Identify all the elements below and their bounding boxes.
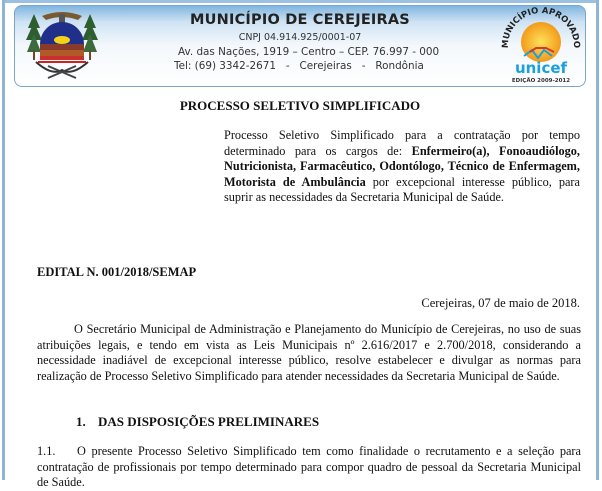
page-top-border (2, 0, 599, 3)
preamble-paragraph: O Secretário Municipal de Administração e Planejamento do Município de Cerejeiras, no uso de suas atribuições legais, e tendo em vista as Leis Municipais nº 2.616/2017 e 2.700/2018, considerando a necessidade inadiável de excepcional interesse público, resolve estabelecer e divulgar as normas para realização de Processo Seletivo Simplificado para atender necessidades da Secretaria Municipal de Saúde. (37, 322, 581, 383)
address-line: Av. das Nações, 1919 – Centro – CEP. 76.997 - 000 (178, 46, 440, 58)
phone-city-state-line: Tel: (69) 3342-2671 - Cerejeiras - Rondônia (174, 60, 424, 72)
section-heading (76, 414, 319, 430)
page-left-border (2, 0, 5, 480)
date-line: Cerejeiras, 07 de maio de 2018. (421, 296, 580, 310)
page-right-border (596, 0, 599, 480)
summary-outro: por excepcional interesse público, para suprir as necessidades da Secretaria Municipal de Saúde. (224, 174, 580, 204)
municipal-crest-icon (22, 6, 102, 82)
clause-1-1 (37, 444, 581, 491)
document-summary (224, 128, 580, 206)
badge-arc-text: MUNICÍPIO APROVADO (500, 6, 582, 49)
clause-text: O presente Processo Seletivo Simplificado tem como finalidade o recrutamento e a seleção para contratação de profissionais por tempo determinado para compor quadro de pessoal da Secretaria Municipal de Saúde. (37, 444, 581, 490)
summary-positions: Enfermeiro(a), Fonoaudiólogo, Nutricionista, Farmacêutico, Odontólogo, Técnico de Enfermagem, Motorista de Ambulância (224, 143, 580, 189)
tree-left-icon (26, 14, 42, 60)
document-title: PROCESSO SELETIVO SIMPLIFICADO (179, 98, 421, 113)
edital-number: EDITAL N. 001/2018/SEMAP (37, 265, 197, 279)
summary-intro: Processo Seletivo Simplificado para a contratação por tempo determinado para os cargos de: (224, 128, 580, 158)
municipality-name: MUNICÍPIO DE CEREJEIRAS (190, 12, 410, 28)
cnpj-number: CNPJ 04.914.925/0001-07 (238, 32, 362, 43)
section-title: DAS DISPOSIÇÕES PRELIMINARES (98, 414, 320, 429)
unicef-approved-badge-icon (500, 6, 582, 86)
clause-number: 1.1. (37, 444, 56, 458)
section-number: 1. (76, 414, 86, 429)
tree-right-icon (82, 14, 98, 60)
badge-edition: EDIÇÃO 2009-2012 (511, 78, 571, 84)
unicef-wordmark: unicef (514, 59, 568, 77)
